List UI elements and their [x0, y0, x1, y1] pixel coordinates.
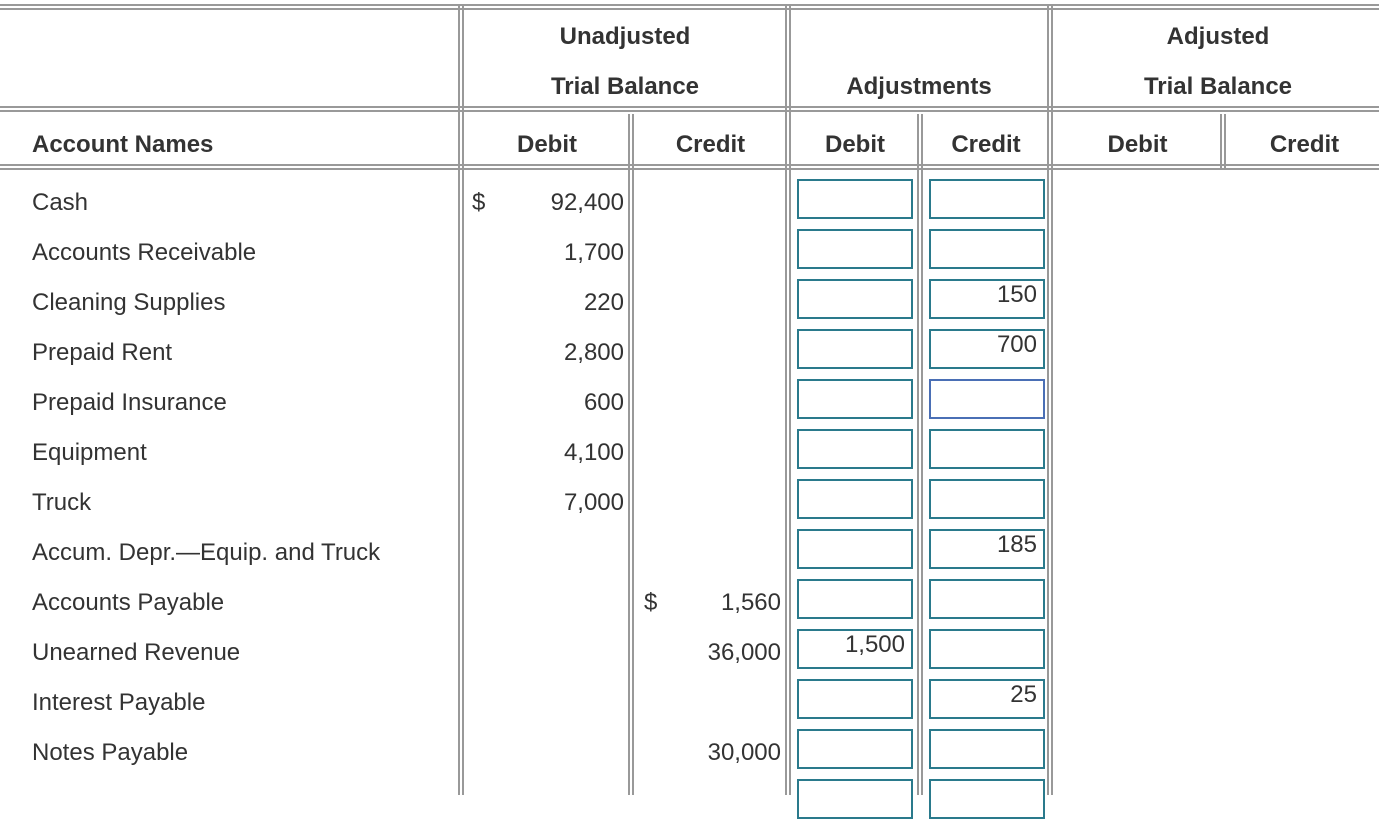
adjustment-credit-input[interactable]: [929, 529, 1045, 569]
adjustment-debit-input[interactable]: [797, 179, 913, 219]
column-adjustments-credit: Credit: [951, 131, 1021, 158]
header-adjustments: Adjustments: [846, 73, 992, 100]
header-unadjusted-line1: Unadjusted: [559, 23, 691, 50]
account-name: Accounts Payable: [32, 589, 225, 616]
adjustment-credit-input[interactable]: [929, 479, 1045, 519]
unadjusted-credit-value: 1,560: [720, 589, 781, 616]
unadjusted-debit-value: 1,700: [563, 239, 624, 266]
account-name: Notes Payable: [32, 739, 189, 766]
unadjusted-debit-value: 7,000: [563, 489, 624, 516]
adjustment-debit-input[interactable]: [797, 429, 913, 469]
column-adjusted-credit: Credit: [1269, 131, 1340, 158]
account-name: Equipment: [32, 439, 147, 466]
divider-adjustments-adjusted: [1047, 4, 1053, 795]
adjustment-debit-input[interactable]: [797, 629, 913, 669]
divider-adjustments-debit-credit: [917, 114, 923, 795]
adjustment-debit-input[interactable]: [797, 729, 913, 769]
adjustment-debit-input[interactable]: [797, 229, 913, 269]
account-name: Truck: [32, 489, 92, 516]
adjustment-credit-input[interactable]: [929, 429, 1045, 469]
account-name: Prepaid Rent: [32, 339, 173, 366]
unadjusted-credit-dollar-sign: $: [644, 589, 658, 616]
divider-adjusted-debit-credit: [1220, 114, 1226, 170]
adjustment-credit-input[interactable]: [929, 679, 1045, 719]
header-adjusted-line1: Adjusted: [1166, 23, 1270, 50]
adjustment-credit-input[interactable]: [929, 379, 1045, 419]
divider-accounts-unadjusted: [458, 4, 464, 795]
column-adjusted-debit: Debit: [1107, 131, 1168, 158]
account-name: Unearned Revenue: [32, 639, 241, 666]
column-account-names: Account Names: [32, 131, 214, 158]
header-adjusted-line2: Trial Balance: [1143, 73, 1293, 100]
column-unadjusted-credit: Credit: [675, 131, 746, 158]
adjustment-debit-input[interactable]: [797, 479, 913, 519]
adjustment-debit-input[interactable]: [797, 579, 913, 619]
unadjusted-debit-value: 2,800: [563, 339, 624, 366]
divider-unadjusted-adjustments: [785, 4, 791, 795]
adjustment-credit-input[interactable]: [929, 579, 1045, 619]
adjustment-debit-input[interactable]: [797, 679, 913, 719]
account-name: Prepaid Insurance: [32, 389, 227, 416]
adjustment-credit-input[interactable]: [929, 229, 1045, 269]
adjustment-debit-input[interactable]: [797, 329, 913, 369]
unadjusted-debit-value: 220: [583, 289, 624, 316]
adjustment-credit-input[interactable]: [929, 779, 1045, 819]
top-rule: [0, 4, 1379, 10]
adjustment-credit-input[interactable]: [929, 729, 1045, 769]
account-name: Accounts Receivable: [32, 239, 257, 266]
account-name: Interest Payable: [32, 689, 206, 716]
adjustment-debit-input[interactable]: [797, 779, 913, 819]
unadjusted-debit-value: 600: [583, 389, 624, 416]
account-name: Cash: [32, 189, 89, 216]
adjustment-debit-input[interactable]: [797, 379, 913, 419]
column-header-rule: [0, 164, 1379, 170]
unadjusted-debit-value: 4,100: [563, 439, 624, 466]
adjustment-credit-input[interactable]: [929, 329, 1045, 369]
unadjusted-debit-dollar-sign: $: [472, 189, 486, 216]
adjustment-credit-input[interactable]: [929, 279, 1045, 319]
divider-unadjusted-debit-credit: [628, 114, 634, 795]
unadjusted-debit-value: 92,400: [550, 189, 624, 216]
adjustment-debit-input[interactable]: [797, 529, 913, 569]
unadjusted-credit-value: 36,000: [707, 639, 781, 666]
account-name: Accum. Depr.—Equip. and Truck: [32, 539, 381, 566]
adjustment-credit-input[interactable]: [929, 629, 1045, 669]
adjustment-credit-input[interactable]: [929, 179, 1045, 219]
group-header-rule: [0, 106, 1379, 112]
account-name: Cleaning Supplies: [32, 289, 226, 316]
adjustment-debit-input[interactable]: [797, 279, 913, 319]
column-unadjusted-debit: Debit: [517, 131, 577, 158]
header-unadjusted-line2: Trial Balance: [550, 73, 700, 100]
unadjusted-credit-value: 30,000: [707, 739, 781, 766]
column-adjustments-debit: Debit: [825, 131, 885, 158]
